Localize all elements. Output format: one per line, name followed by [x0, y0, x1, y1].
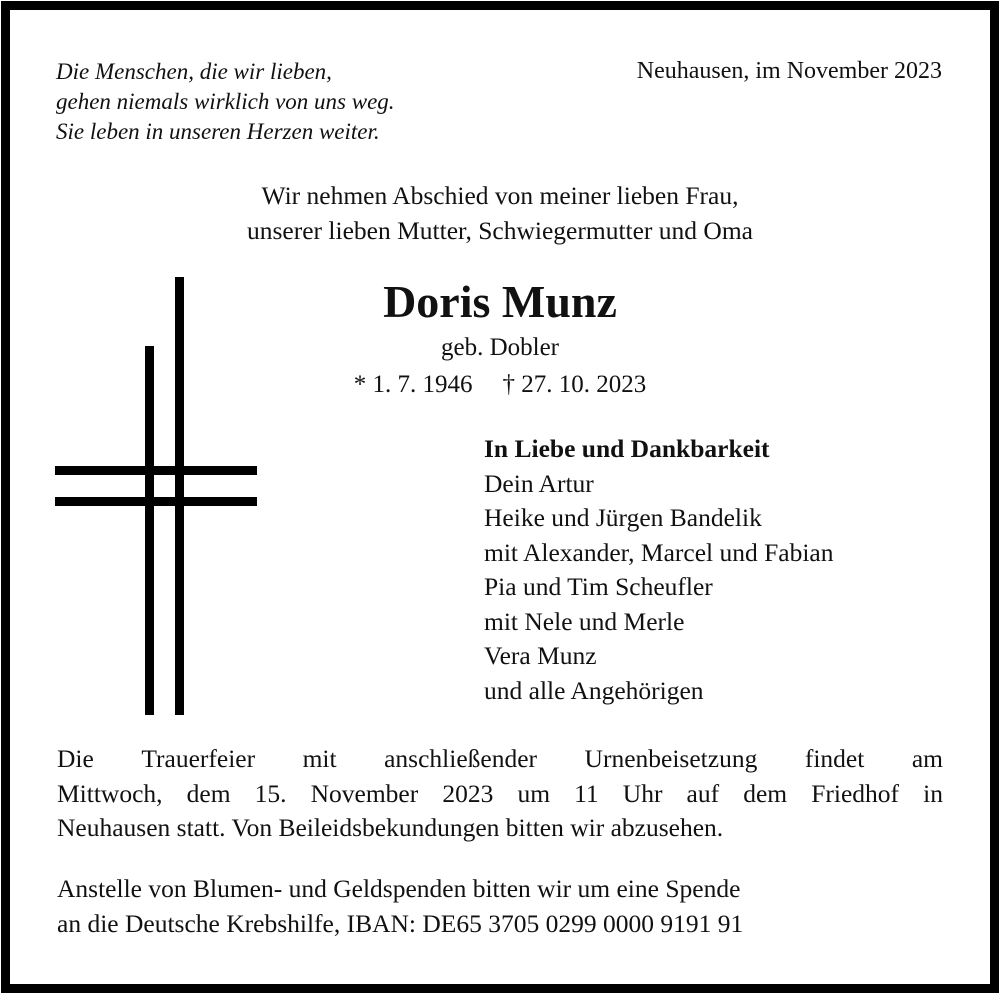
service-line — [57, 777, 943, 812]
service-word: am — [911, 744, 943, 773]
service-word: 2023 — [442, 778, 494, 808]
service-word: dem — [743, 778, 788, 808]
intro-line: Wir nehmen Abschied von meiner lieben Frau, — [261, 181, 739, 210]
mourner-name: Pia und Tim Scheufler — [484, 572, 713, 601]
service-announcement — [57, 742, 943, 846]
mourner-name: Vera Munz — [484, 641, 597, 670]
service-word: anschließender — [384, 744, 538, 773]
birth-name: geb. Dobler — [440, 334, 560, 361]
service-word: um — [517, 778, 551, 808]
service-word: dem — [186, 778, 231, 808]
mourner-name: Dein Artur — [484, 468, 594, 498]
service-word: November — [310, 778, 419, 808]
donation-line: an die Deutsche Krebshilfe, IBAN: DE65 3705 0299 0000 9191 91 — [57, 908, 744, 938]
mourner-name: Heike und Jürgen Bandelik — [484, 503, 762, 532]
donation-line: Anstelle von Blumen- und Geldspenden bitten wir um eine Spende — [57, 874, 741, 903]
service-word: mit — [302, 744, 337, 773]
service-line — [57, 742, 943, 777]
place-date: Neuhausen, im November 2023 — [636, 58, 942, 84]
mourners-heading: In Liebe und Dankbarkeit — [484, 434, 770, 463]
service-word: in — [923, 778, 943, 808]
service-word: Uhr — [622, 778, 663, 808]
service-word: Trauerfeier — [141, 744, 256, 773]
service-word: 15. — [254, 778, 287, 808]
life-dates — [300, 369, 700, 401]
mourner-name: mit Alexander, Marcel und Fabian — [484, 537, 834, 567]
service-word: findet — [804, 744, 865, 773]
service-word: auf — [686, 778, 720, 808]
motto-line: Sie leben in unseren Herzen weiter. — [56, 119, 380, 144]
donation-request — [57, 872, 943, 941]
service-word: Die — [57, 744, 94, 773]
farewell-intro — [0, 178, 1000, 248]
death-date: † 27. 10. 2023 — [502, 371, 647, 398]
mourner-name: mit Nele und Merle — [484, 606, 685, 636]
mourners-list — [484, 432, 834, 708]
service-word: Friedhof — [811, 778, 900, 808]
mourner-name: und alle Angehörigen — [484, 675, 704, 705]
service-line: Neuhausen statt. Von Beileidsbekundungen bitten wir abzusehen. — [57, 813, 724, 842]
intro-line: unserer lieben Mutter, Schwiegermutter und Oma — [247, 216, 753, 245]
deceased-name: Doris Munz — [383, 276, 617, 327]
service-word: 11 — [574, 778, 599, 808]
birth-date: * 1. 7. 1946 — [353, 371, 473, 398]
motto-line: gehen niemals wirklich von uns weg. — [56, 89, 395, 114]
service-word: Mittwoch, — [57, 778, 163, 808]
service-word: Urnenbeisetzung — [584, 744, 758, 773]
motto-line: Die Menschen, die wir lieben, — [56, 59, 332, 84]
motto-verse — [56, 57, 395, 147]
